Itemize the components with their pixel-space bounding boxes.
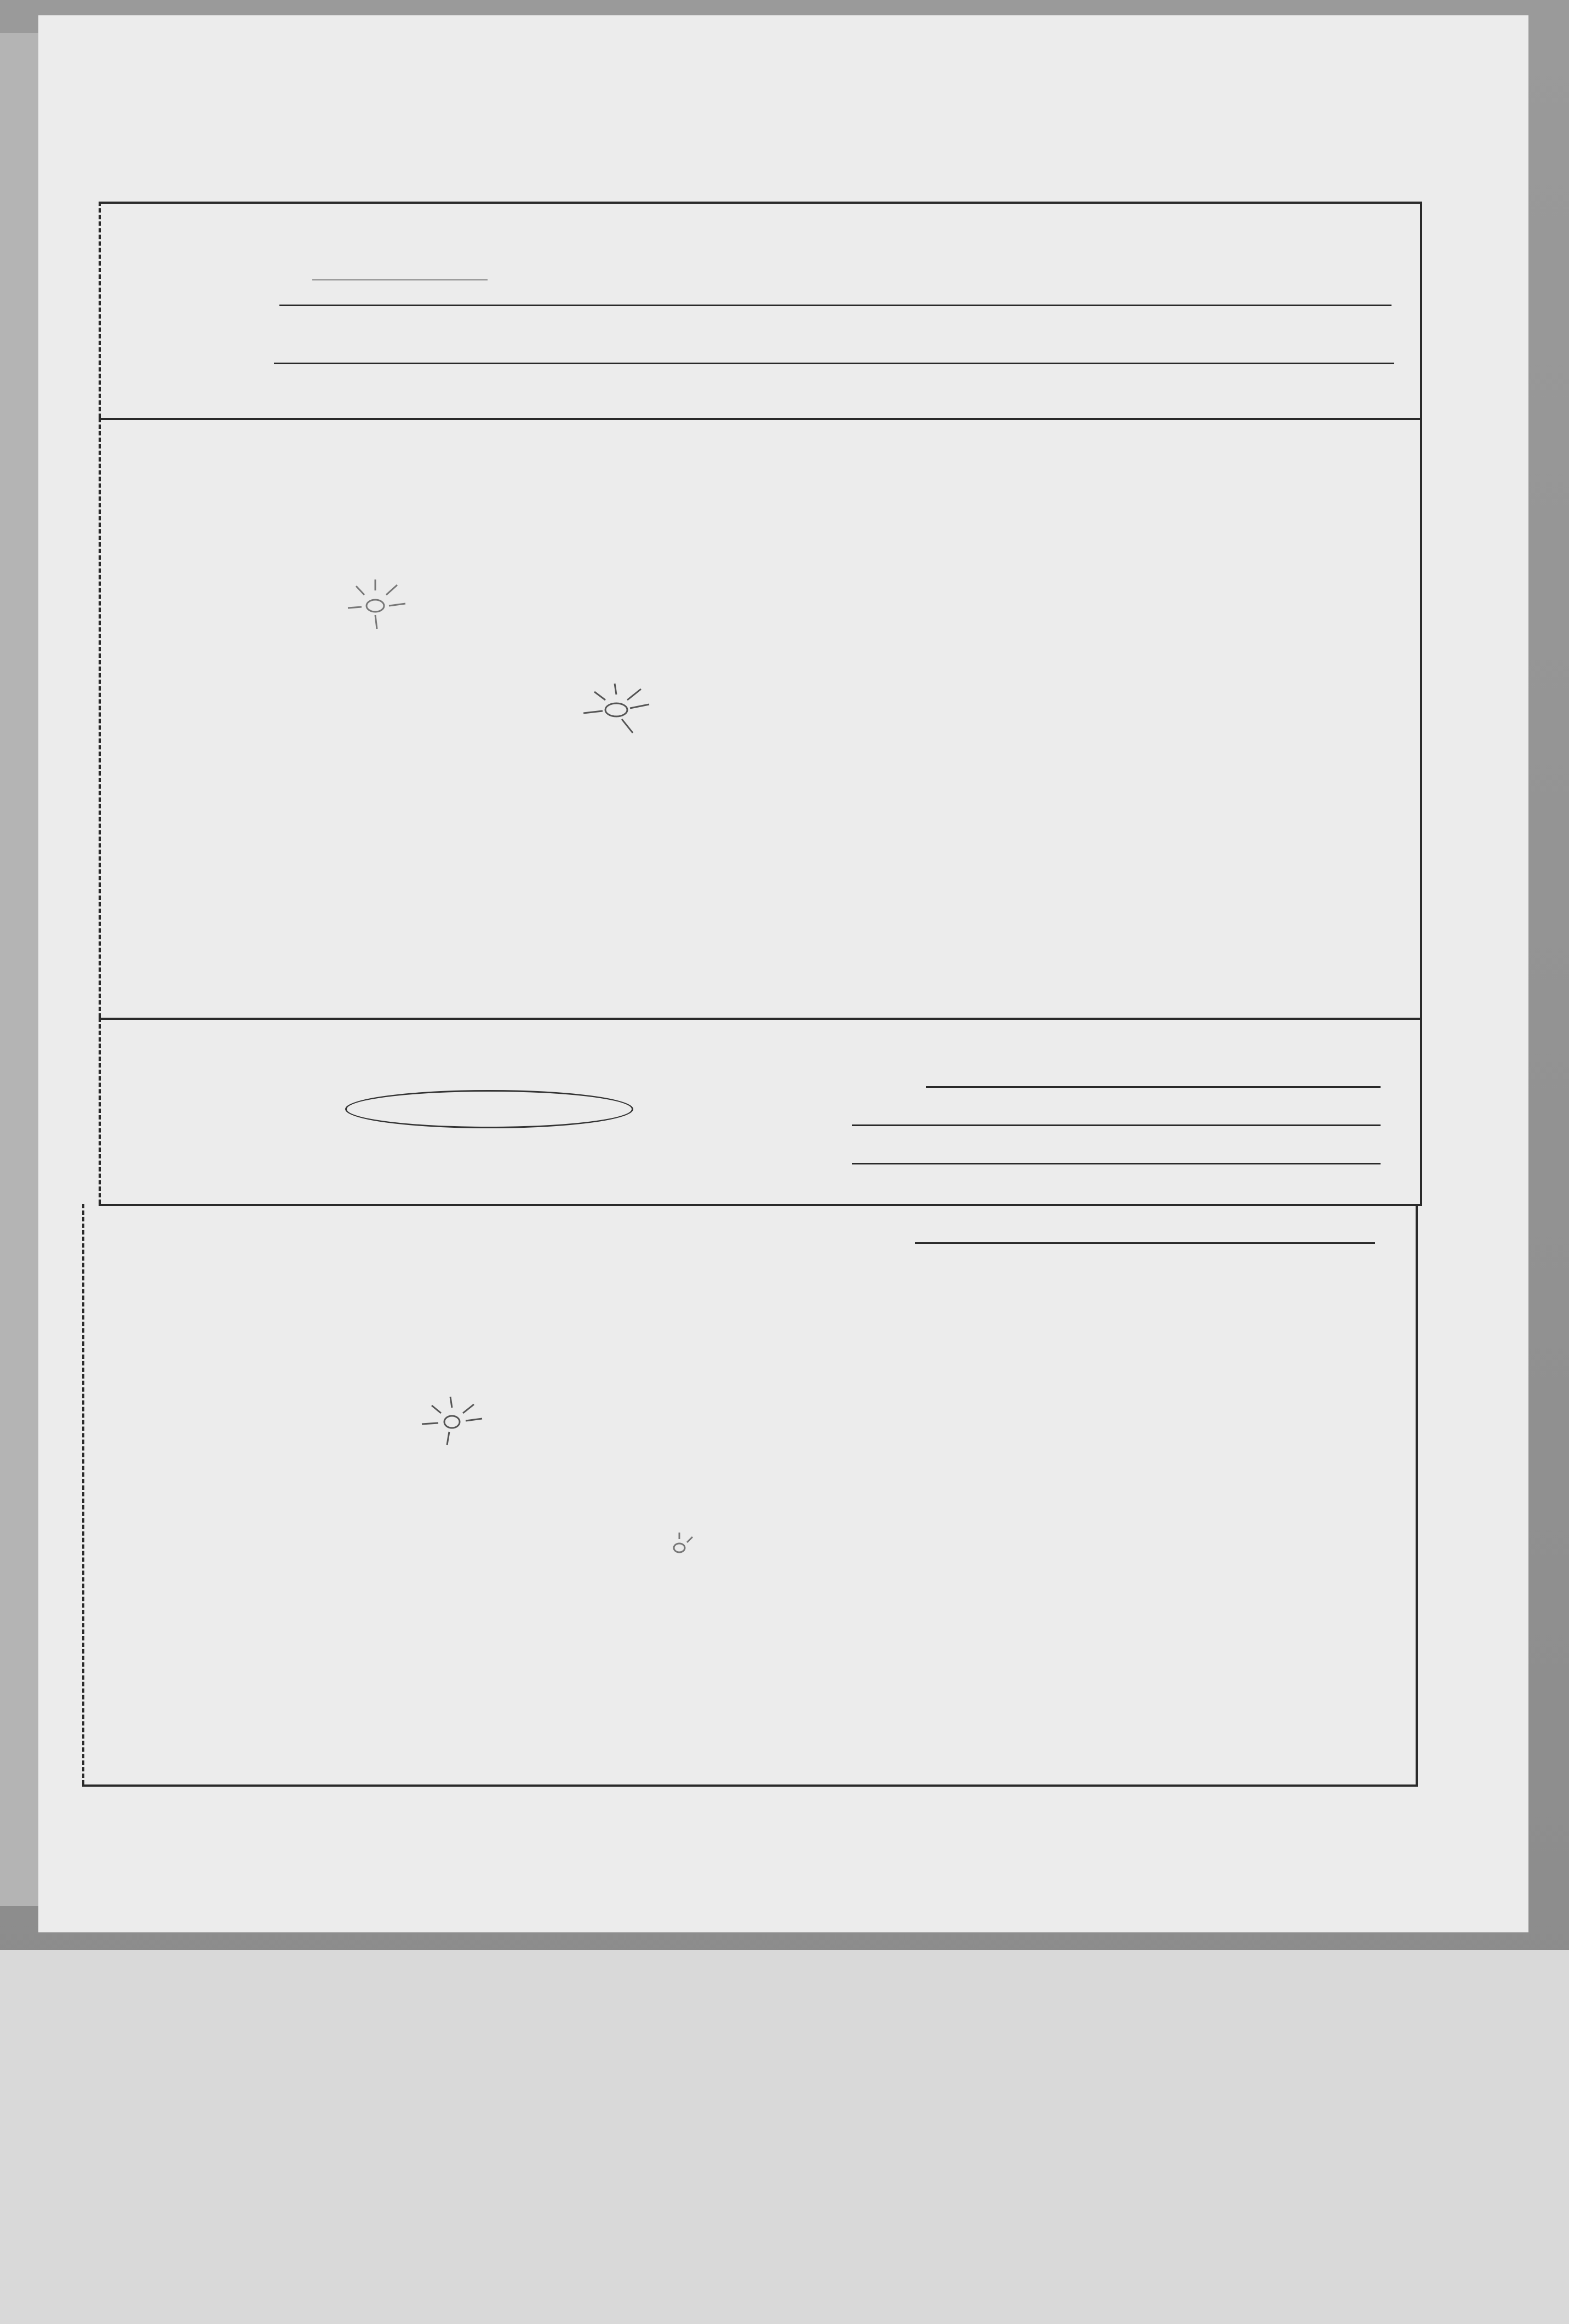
q18-option-b-circled (345, 1090, 633, 1128)
q17-sketch-object-2 (575, 673, 657, 744)
q19-count-line[interactable] (915, 1242, 1375, 1244)
q18-other-line-3[interactable] (852, 1163, 1381, 1164)
q18-other-line-1[interactable] (926, 1086, 1381, 1088)
section-19 (82, 1204, 1418, 1784)
section-16-top-border (99, 202, 1422, 204)
form-page (38, 15, 1528, 1932)
q16-sound-stray-mark (312, 279, 488, 280)
section-17 (99, 418, 1422, 1018)
q16-sound-line[interactable] (279, 305, 1392, 306)
q16-color-line[interactable] (274, 363, 1394, 364)
section-16 (99, 202, 1422, 418)
section-19-bottom-border (82, 1784, 1418, 1787)
section-18 (99, 1018, 1422, 1204)
underlying-sheet (0, 1950, 1569, 2324)
q19-sketch-object-2 (657, 1527, 701, 1565)
q18-other-line-2[interactable] (852, 1124, 1381, 1126)
q19-sketch-object-1 (411, 1385, 493, 1456)
page-edge-shadow (0, 33, 38, 1906)
q17-sketch-object-1 (334, 563, 416, 645)
